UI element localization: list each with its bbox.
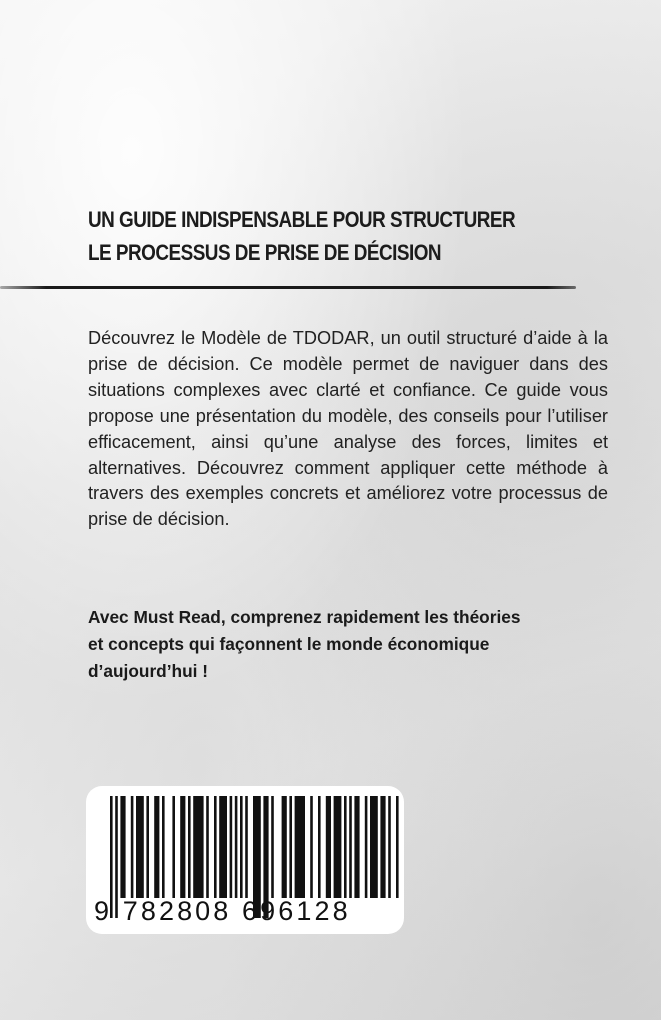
barcode-bar [344, 796, 347, 898]
barcode-bar [206, 796, 209, 898]
barcode-bar [219, 796, 227, 898]
barcode-bar [310, 796, 313, 898]
barcode-bar [282, 796, 287, 898]
headline-line-1: UN GUIDE INDISPENSABLE POUR STRUCTURER [88, 207, 516, 232]
series-tagline: Avec Must Read, comprenez rapidement les théories et concepts qui façonnent le monde économique d’aujourd’hui ! [88, 607, 521, 681]
barcode-bar [334, 796, 342, 898]
barcode-bar [354, 796, 359, 898]
barcode-bar [380, 796, 385, 898]
barcode-bar [136, 796, 144, 898]
barcode-bar [240, 796, 243, 898]
barcode-bar [230, 796, 233, 898]
isbn-number: 9 782808 696128 [94, 896, 351, 926]
barcode-bar [388, 796, 391, 898]
book-summary: Découvrez le Modèle de TDODAR, un outil structuré d’aide à la prise de décision. Ce modèle permet de naviguer dans des situations complexes avec clarté et confiance. Ce guide vous propose une présentation du modèle, des conseils pour l’utiliser efficacement, ainsi qu’une analyse des forces, limites et alternatives. Découvrez comment appliquer cette méthode à travers des exemples concrets et améliorez votre processus de prise de décision. [88, 328, 608, 530]
divider-rule [0, 286, 576, 289]
barcode-bar [396, 796, 399, 898]
barcode-bar [370, 796, 378, 898]
barcode-bar [245, 796, 248, 898]
barcode-bar [154, 796, 159, 898]
barcode-bar [289, 796, 292, 898]
barcode-bar [271, 796, 274, 898]
barcode-bar [162, 796, 165, 898]
cover-headline [88, 203, 535, 269]
barcode-bar [214, 796, 217, 898]
barcode-bar [326, 796, 331, 898]
barcode-bar [318, 796, 321, 898]
barcode-bar [180, 796, 185, 898]
barcode-bar [235, 796, 238, 898]
barcode-bar [120, 796, 125, 898]
headline-line-2: LE PROCESSUS DE PRISE DE DÉCISION [88, 240, 442, 265]
barcode-bar [188, 796, 191, 898]
barcode-bar [146, 796, 149, 898]
isbn-barcode [86, 786, 404, 934]
barcode-bar [193, 796, 203, 898]
barcode-bar [349, 796, 352, 898]
barcode-bar [295, 796, 305, 898]
barcode-bar [131, 796, 134, 898]
barcode-bar [172, 796, 175, 898]
barcode-bar [365, 796, 368, 898]
